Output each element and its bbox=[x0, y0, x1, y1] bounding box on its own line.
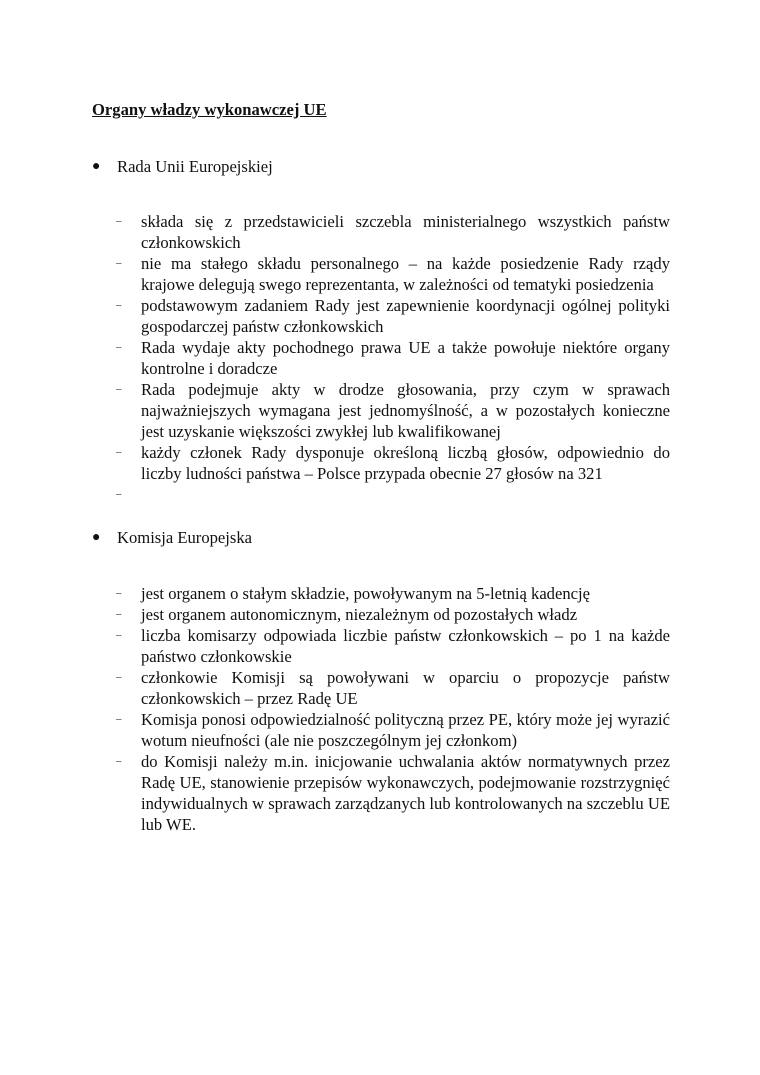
dash-bullet-icon: – bbox=[116, 446, 122, 458]
section-heading bbox=[92, 156, 670, 177]
dash-bullet-icon: – bbox=[116, 257, 122, 269]
list-item bbox=[92, 751, 670, 835]
list-item bbox=[92, 337, 670, 379]
list-item bbox=[92, 667, 670, 709]
list-item bbox=[92, 253, 670, 295]
list-item-text: do Komisji należy m.in. inicjowanie uchwalania aktów normatywnych przez Radę UE, stanowienie przepisów wykonawczych, podejmowanie rozstrzygnięć indywidualnych w sprawach zarządzanych lub kontrolowanych na szczeblu UE lub WE. bbox=[141, 752, 670, 834]
section-rada bbox=[92, 156, 670, 505]
section-heading bbox=[92, 527, 670, 548]
list-item-text: jest organem autonomicznym, niezależnym od pozostałych władz bbox=[141, 605, 578, 624]
dash-bullet-icon: – bbox=[116, 671, 122, 683]
dash-bullet-icon: – bbox=[116, 713, 122, 725]
document-title: Organy władzy wykonawczej UE bbox=[92, 100, 327, 119]
item-list bbox=[92, 583, 670, 835]
list-item-text: podstawowym zadaniem Rady jest zapewnienie koordynacji ogólnej polityki gospodarczej państw członkowskich bbox=[141, 296, 670, 336]
list-item bbox=[92, 484, 670, 505]
dash-bullet-icon: – bbox=[116, 608, 122, 620]
list-item-text: Komisja ponosi odpowiedzialność polityczną przez PE, który może jej wyrazić wotum nieufności (ale nie poszczególnym jej członkom) bbox=[141, 710, 670, 750]
list-item-text: składa się z przedstawicieli szczebla ministerialnego wszystkich państw członkowskich bbox=[141, 212, 670, 252]
item-list bbox=[92, 211, 670, 505]
section-heading-text: Komisja Europejska bbox=[117, 528, 253, 547]
dash-bullet-icon: – bbox=[116, 755, 122, 767]
list-item-text: jest organem o stałym składzie, powoływanym na 5-letnią kadencję bbox=[141, 584, 590, 603]
section-heading-text: Rada Unii Europejskiej bbox=[117, 157, 273, 176]
list-item-text: członkowie Komisji są powoływani w oparciu o propozycje państw członkowskich – przez Radę UE bbox=[141, 668, 670, 708]
list-item-text: każdy członek Rady dysponuje określoną liczbą głosów, odpowiednio do liczby ludności państwa – Polsce przypada obecnie 27 głosów na 321 bbox=[141, 443, 670, 483]
dash-bullet-icon: – bbox=[116, 215, 122, 227]
list-item-text: Rada wydaje akty pochodnego prawa UE a także powołuje niektóre organy kontrolne i doradcze bbox=[141, 338, 670, 378]
list-item bbox=[92, 709, 670, 751]
bullet-icon: ● bbox=[92, 530, 101, 545]
dash-bullet-icon: – bbox=[116, 299, 122, 311]
list-item bbox=[92, 604, 670, 625]
list-item bbox=[92, 442, 670, 484]
list-item-text: nie ma stałego składu personalnego – na każde posiedzenie Rady rządy krajowe delegują swego reprezentanta, w zależności od tematyki posiedzenia bbox=[141, 254, 670, 294]
list-item bbox=[92, 211, 670, 253]
dash-bullet-icon: – bbox=[116, 629, 122, 641]
dash-bullet-icon: – bbox=[116, 488, 122, 500]
dash-bullet-icon: – bbox=[116, 587, 122, 599]
list-item bbox=[92, 379, 670, 442]
list-item bbox=[92, 295, 670, 337]
list-item-text: liczba komisarzy odpowiada liczbie państw członkowskich – po 1 na każde państwo członkowskie bbox=[141, 626, 670, 666]
list-item bbox=[92, 583, 670, 604]
list-item bbox=[92, 625, 670, 667]
bullet-icon: ● bbox=[92, 159, 101, 174]
section-komisja bbox=[92, 527, 670, 835]
list-item-text: Rada podejmuje akty w drodze głosowania, przy czym w sprawach najważniejszych wymagana jest jednomyślność, a w pozostałych konieczne jest uzyskanie większości zwykłej lub kwalifikowanej bbox=[141, 380, 670, 441]
dash-bullet-icon: – bbox=[116, 341, 122, 353]
dash-bullet-icon: – bbox=[116, 383, 122, 395]
